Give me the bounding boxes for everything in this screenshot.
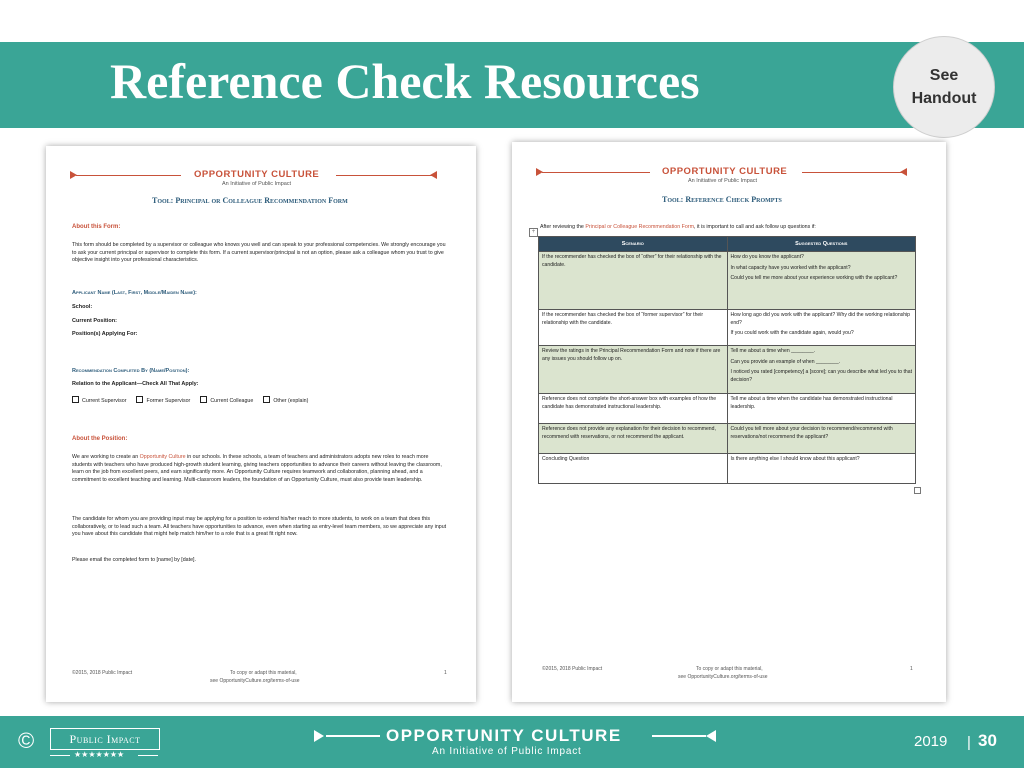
tool-title: Tool: Principal or Colleague Recommendation Form — [152, 196, 348, 205]
copyright-icon: © — [18, 728, 35, 753]
positions-applying-label: Position(s) Applying For: — [72, 331, 138, 337]
position-paragraph-1 — [72, 454, 448, 485]
brand-title: OPPORTUNITY CULTURE — [662, 166, 788, 177]
slide-page-number: 30 — [978, 731, 997, 750]
question: Is there anything else I should know about this applicant? — [730, 456, 860, 462]
badge-line-2: Handout — [911, 90, 977, 107]
scenario-cell: Reference does not complete the short-answer box with examples of how the candidate has demonstrated instructional leadership. — [539, 394, 728, 424]
intro-a: After reviewing the — [540, 224, 586, 230]
see-handout-badge — [893, 36, 995, 138]
table-row — [539, 310, 916, 346]
arrow-icon — [706, 730, 716, 742]
intro-text — [540, 224, 940, 232]
questions-cell — [727, 346, 916, 394]
logo-rule-left — [50, 755, 70, 756]
arrow-icon — [314, 730, 324, 742]
question: I noticed you rated [competency] a [score]; can you describe what led you to that decision? — [730, 369, 912, 383]
question: How long ago did you work with the applicant? Why did the working relationship end? — [730, 312, 911, 326]
table-header-row — [539, 237, 916, 252]
checkbox-current-colleague: Current Colleague — [200, 396, 253, 404]
footer-copyright: ©2015, 2018 Public Impact — [542, 666, 603, 672]
footer-terms-line-1: To copy or adapt this material, — [230, 670, 297, 676]
question: How do you know the applicant? — [730, 254, 804, 260]
arrow-icon — [430, 171, 437, 179]
scenario-cell: Review the ratings in the Principal Recommendation Form and note if there are any issues you should follow up on. — [539, 346, 728, 394]
about-form-text: This form should be completed by a supervisor or colleague who knows you well and can speak to your professional competencies. We strongly encourage you to ask your current principal or supervisor to complete this form. If a current supervisor/principal is not an option, please ask a colleague whom you trust to give objective insight into your professional characteristics. — [72, 242, 446, 264]
recommendation-form-link: Principal or Colleague Recommendation Form — [585, 224, 694, 230]
recommendation-form-page — [46, 146, 476, 702]
table-row — [539, 454, 916, 484]
checkbox-current-supervisor: Current Supervisor — [72, 396, 126, 404]
intro-b: , it is important to call and ask follow up questions if: — [693, 224, 816, 230]
footer-separator: | — [967, 734, 971, 751]
questions-cell — [727, 394, 916, 424]
questions-cell — [727, 424, 916, 454]
scenario-cell: If the recommender has checked the box of “former supervisor” for their relationship with the candidate. — [539, 310, 728, 346]
brand-title: OPPORTUNITY CULTURE — [194, 169, 320, 180]
question: Could you tell me more about your experience working with the applicant? — [730, 275, 898, 282]
badge-line-1: See — [929, 67, 959, 84]
brand-divider-left — [542, 172, 650, 173]
checkbox-former-supervisor: Former Supervisor — [136, 396, 190, 404]
brand-subtitle: An Initiative of Public Impact — [688, 178, 758, 184]
current-position-label: Current Position: — [72, 318, 117, 324]
questions-cell — [727, 310, 916, 346]
column-header-questions: Suggested Questions — [727, 237, 916, 252]
resize-handle-icon — [914, 487, 921, 494]
brand-subtitle: An Initiative of Public Impact — [222, 181, 292, 187]
column-header-scenario: Scenario — [539, 237, 728, 252]
school-label: School: — [72, 304, 93, 310]
position-p1-a: We are working to create an — [72, 454, 140, 460]
scenario-cell: Concluding Question — [539, 454, 728, 484]
arrow-icon — [900, 168, 907, 176]
question: In what capacity have you worked with the applicant? — [730, 264, 851, 271]
questions-cell — [727, 252, 916, 310]
brand-divider-left — [326, 735, 380, 737]
questions-cell — [727, 454, 916, 484]
footer-terms-line-2: see OpportunityCulture.org/terms-of-use — [210, 678, 300, 684]
footer-page-number: 1 — [910, 666, 913, 672]
relation-checkboxes — [72, 396, 308, 404]
position-p1-b: in our schools. In these schools, a team of teachers and administrators adopts new roles to reach more students with teachers who have produced high-growth student learning, giving teachers opportunities to advance their careers without leaving the classroom, learn on the job from excellent peers, and earn significantly more. An Opportunity Culture requires teamwork and collaboration, planning ahead, and a commitment to excellent teaching and learning. Multi-classroom leaders, the foundation of an Opportunity Culture, must also provide team leadership. — [72, 454, 442, 484]
scenario-cell: If the recommender has checked the box of “other” for their relationship with the candidate. — [539, 252, 728, 310]
slide-title: Reference Check Resources — [110, 53, 700, 109]
applicant-name-label: Applicant Name (Last, First, Middle/Maiden Name): — [72, 290, 197, 296]
footer-year: 2019 — [914, 733, 948, 750]
table-row — [539, 394, 916, 424]
question: Tell me about a time when ________. — [730, 348, 816, 354]
brand-divider-left — [76, 175, 181, 176]
logo-rule-right — [138, 755, 158, 756]
question: Tell me about a time when the candidate has demonstrated instructional leadership. — [730, 396, 893, 410]
logo-stars: ★★★★★★★ — [74, 750, 125, 759]
brand-divider-right — [802, 172, 906, 173]
reference-check-prompts-page — [512, 142, 946, 702]
footer-page-number: 1 — [444, 670, 447, 676]
question: If you could work with the candidate again, would you? — [730, 330, 854, 337]
relation-label: Relation to the Applicant—Check All That Apply: — [72, 381, 199, 387]
table-row — [539, 424, 916, 454]
footer-copyright: ©2015, 2018 Public Impact — [72, 670, 133, 676]
arrow-icon — [70, 171, 77, 179]
question: Could you tell more about your decision to recommend/recommend with reservations/not recommend the applicant? — [730, 426, 893, 440]
prompts-table — [538, 236, 916, 484]
brand-divider-right — [336, 175, 436, 176]
position-paragraph-3: Please email the completed form to [name] by [date]. — [72, 557, 196, 563]
checkbox-other: Other (explain) — [263, 396, 308, 404]
completed-by-label: Recommendation Completed By (Name/Position): — [72, 368, 190, 374]
public-impact-logo: Public Impact — [50, 728, 160, 750]
position-paragraph-2: The candidate for whom you are providing input may be applying for a position to extend his/her reach to more students, to work on a team that does this collaboratively, or to lead such a team. All teachers have opportunities to advance, even when starting as entry-level team members, so we appreciate any input you have about this candidate that might help match him/her to a role that is a great fit right now. — [72, 516, 447, 538]
footer-terms-line-2: see OpportunityCulture.org/terms-of-use — [678, 674, 768, 680]
about-form-heading: About this Form: — [72, 224, 121, 230]
arrow-icon — [536, 168, 543, 176]
question: Can you provide an example of when ________. — [730, 358, 841, 365]
move-handle-icon: + — [529, 228, 538, 237]
about-position-heading: About the Position: — [72, 436, 128, 442]
footer-terms-line-1: To copy or adapt this material, — [696, 666, 763, 672]
table-row — [539, 252, 916, 310]
footer-brand: OPPORTUNITY CULTURE — [386, 726, 622, 745]
footer-brand-subtitle: An Initiative of Public Impact — [432, 746, 582, 757]
tool-title: Tool: Reference Check Prompts — [662, 195, 782, 204]
table-row — [539, 346, 916, 394]
opportunity-culture-link: Opportunity Culture — [139, 454, 186, 460]
brand-divider-right — [652, 735, 706, 737]
scenario-cell: Reference does not provide any explanation for their decision to recommend, recommend with reservations, or not recommend the applicant. — [539, 424, 728, 454]
